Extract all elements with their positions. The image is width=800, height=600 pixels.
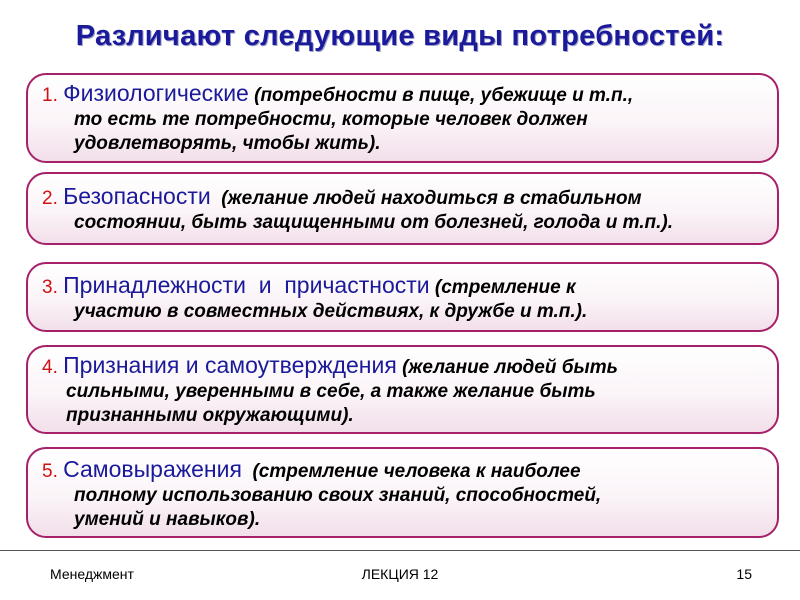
need-description-line: (потребности в пище, убежище и т.п., xyxy=(254,85,634,106)
need-name: Самовыражения xyxy=(63,456,242,482)
need-name: Безопасности xyxy=(63,183,211,209)
need-heading-line xyxy=(42,273,767,300)
need-box-self-expression xyxy=(26,447,779,538)
need-description-line: участию в совместных действиях, к дружбе и т.п.). xyxy=(74,301,588,322)
need-name: Признания и самоутверждения xyxy=(63,352,397,378)
need-number: 5. xyxy=(42,461,58,482)
need-description-line: признанными окружающими). xyxy=(66,405,354,426)
need-heading-line xyxy=(42,81,767,108)
need-heading-line xyxy=(42,457,767,484)
footer-lecture: ЛЕКЦИЯ 12 xyxy=(361,566,439,582)
need-heading-line xyxy=(42,184,767,211)
need-description-line: (желание людей находиться в стабильном xyxy=(221,188,642,209)
need-box-physiological xyxy=(26,73,779,163)
need-description-line: (стремление к xyxy=(434,277,576,298)
need-description-line: удовлетворять, чтобы жить). xyxy=(74,133,381,154)
slide-title: Различают следующие виды потребностей: xyxy=(75,20,725,52)
need-description-line: (желание людей быть xyxy=(402,357,618,378)
need-description-line: состоянии, быть защищенными от болезней, голода и т.п.). xyxy=(74,212,674,233)
need-name: Принадлежности и причастности xyxy=(63,272,430,298)
footer-course: Менеджмент xyxy=(50,566,134,582)
need-box-safety xyxy=(26,172,779,245)
need-number: 3. xyxy=(42,277,58,298)
footer-page-number: 15 xyxy=(736,566,752,582)
need-box-recognition xyxy=(26,345,779,434)
need-description-line: то есть те потребности, которые человек должен xyxy=(74,109,588,130)
need-description-line: полному использованию своих знаний, способностей, xyxy=(74,485,602,506)
footer-divider xyxy=(0,550,800,551)
need-name: Физиологические xyxy=(63,80,249,106)
need-number: 2. xyxy=(42,188,58,209)
need-number: 1. xyxy=(42,85,58,106)
need-description-line: (стремление человека к наиболее xyxy=(252,461,581,482)
need-number: 4. xyxy=(42,357,58,378)
need-heading-line xyxy=(42,353,767,380)
need-box-belonging xyxy=(26,262,779,332)
need-description-line: сильными, уверенными в себе, а также желание быть xyxy=(66,381,596,402)
need-description-line: умений и навыков). xyxy=(74,509,261,530)
